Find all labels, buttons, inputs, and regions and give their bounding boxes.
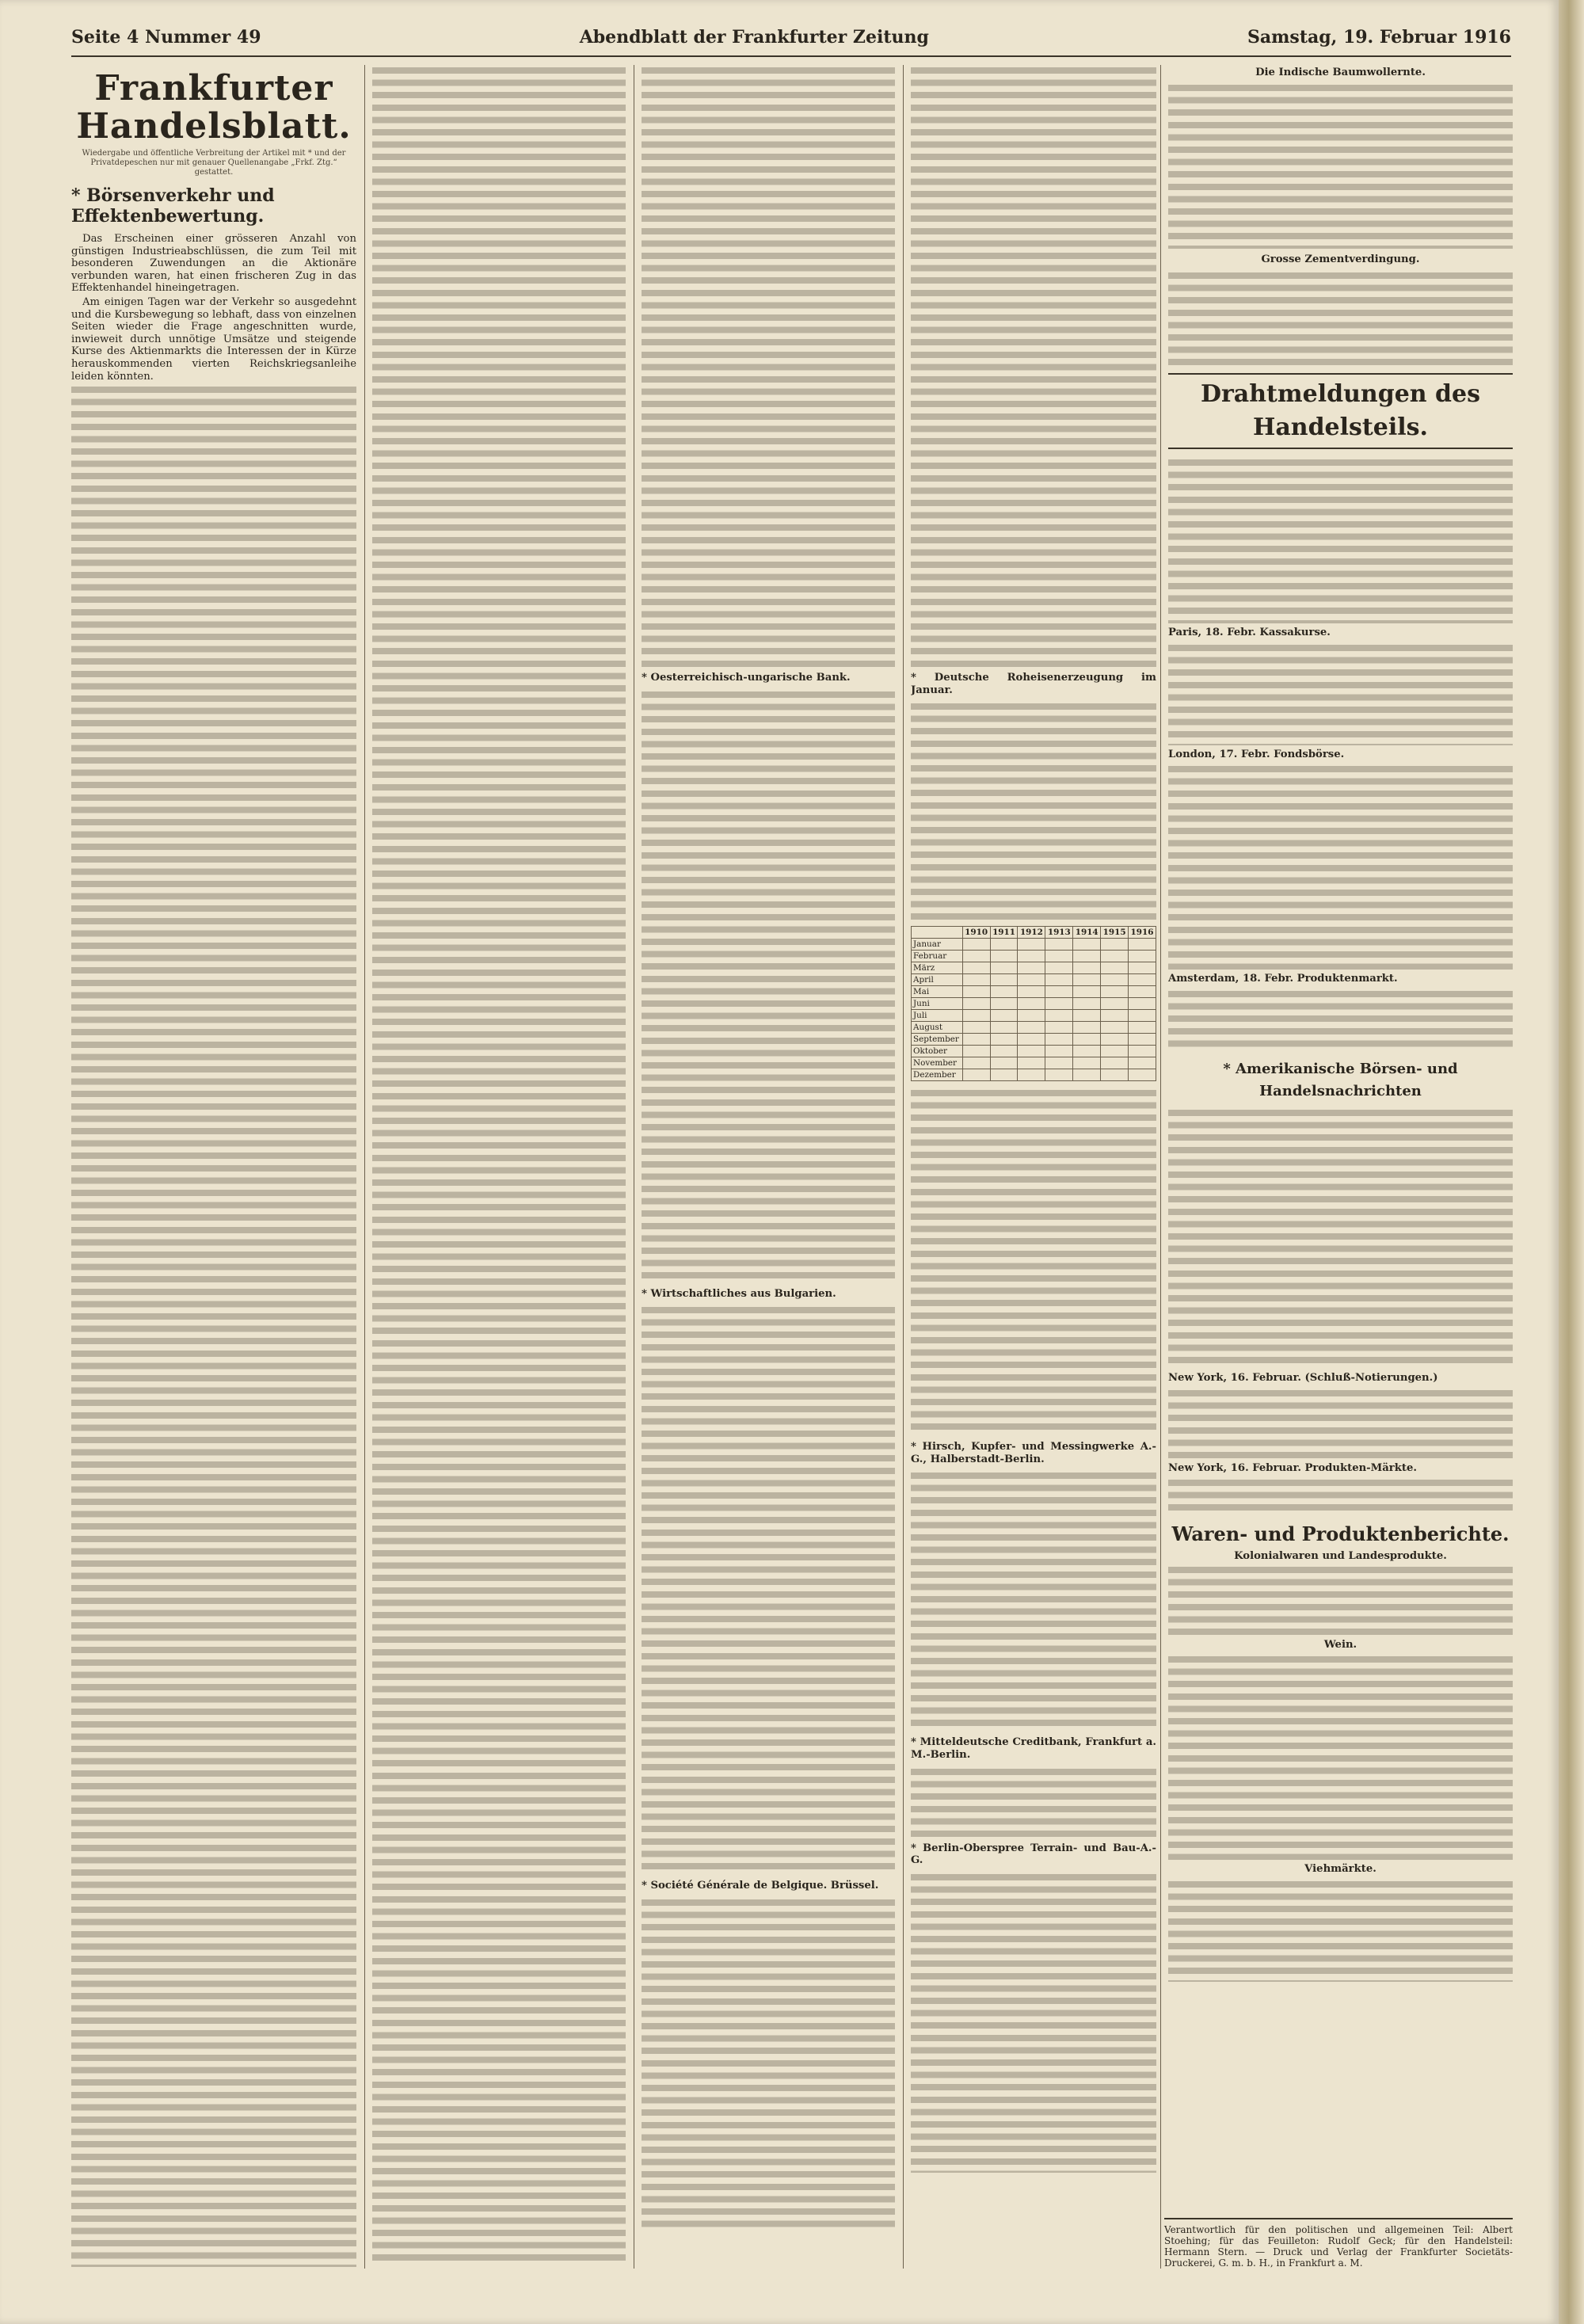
table-cell xyxy=(962,986,990,998)
drahtmeldungen-heading: Drahtmeldungen des Handelsteils. xyxy=(1168,373,1513,449)
table-cell xyxy=(1073,939,1101,951)
table-row xyxy=(912,951,1156,962)
table-cell xyxy=(1129,1022,1156,1034)
text-body xyxy=(1168,1477,1513,1517)
table-cell xyxy=(1045,1046,1073,1057)
table-cell xyxy=(962,1046,990,1057)
table-cell xyxy=(1129,1034,1156,1046)
text-body xyxy=(642,65,895,667)
table-cell xyxy=(1101,1046,1129,1057)
text-body xyxy=(1168,270,1513,365)
table-cell xyxy=(1045,986,1073,998)
table-cell xyxy=(962,962,990,974)
table-header-cell: 1916 xyxy=(1129,927,1156,939)
table-cell xyxy=(1045,998,1073,1010)
table-row xyxy=(912,1057,1156,1069)
table-cell xyxy=(1129,1046,1156,1057)
article-heading: * Oesterreichisch-ungarische Bank. xyxy=(642,672,851,684)
table-cell xyxy=(990,951,1018,962)
article-heading: * Mitteldeutsche Creditbank, Frankfurt a. M.-Berlin. xyxy=(911,1736,1156,1761)
table-cell xyxy=(1045,951,1073,962)
table-cell xyxy=(1045,1069,1073,1081)
column-3 xyxy=(642,65,895,2267)
table-cell xyxy=(1018,1010,1045,1022)
table-cell xyxy=(1018,939,1045,951)
table-cell: Dezember xyxy=(912,1069,963,1081)
page-header xyxy=(71,24,1511,51)
table-cell xyxy=(1101,1034,1129,1046)
article-heading: Amsterdam, 18. Febr. Produktenmarkt. xyxy=(1168,973,1398,985)
text-body xyxy=(1168,764,1513,970)
article-heading: * Deutsche Roheisenerzeugung im Januar. xyxy=(911,672,1156,696)
text-body xyxy=(1168,1879,1513,1982)
table-cell xyxy=(990,998,1018,1010)
article-heading: New York, 16. Februar. Produkten-Märkte. xyxy=(1168,1461,1417,1474)
table-cell xyxy=(1045,1022,1073,1034)
text-body xyxy=(1168,1654,1513,1860)
table-cell: Juni xyxy=(912,998,963,1010)
table-cell xyxy=(962,1010,990,1022)
table-cell xyxy=(1101,1069,1129,1081)
column-rule xyxy=(1160,65,1161,2269)
article-heading: * Wirtschaftliches aus Bulgarien. xyxy=(642,1287,836,1300)
table-cell xyxy=(1101,962,1129,974)
table-cell xyxy=(990,1022,1018,1034)
article-heading: * Hirsch, Kupfer- und Messingwerke A.-G., Halberstadt-Berlin. xyxy=(911,1441,1156,1465)
text-body xyxy=(1168,457,1513,623)
table-cell xyxy=(1101,951,1129,962)
article-heading: London, 17. Febr. Fondsbörse. xyxy=(1168,748,1345,760)
table-header-cell: 1911 xyxy=(990,927,1018,939)
table-cell xyxy=(1045,1034,1073,1046)
table-cell xyxy=(1073,974,1101,986)
article-heading: * Berlin-Oberspree Terrain- und Bau-A.-G. xyxy=(911,1842,1156,1867)
table-cell: April xyxy=(912,974,963,986)
table-cell xyxy=(1129,998,1156,1010)
text-body xyxy=(642,689,895,1283)
article-paragraph: Am einigen Tagen war der Verkehr so ausgedehnt und die Kursbewegung so lebhaft, dass von einzelnen Seiten wieder die Frage angeschnitten wurde, inwieweit durch unnötige Umsätze und steigende Kurse des Aktienmarkts die Interessen der in Kürze herauskommenden vierten Reichskriegsanleihe leiden könnten. xyxy=(71,295,356,383)
table-cell xyxy=(1045,939,1073,951)
text-body xyxy=(372,65,626,2267)
table-cell xyxy=(1129,974,1156,986)
table-cell xyxy=(962,939,990,951)
table-cell xyxy=(1073,1022,1101,1034)
table-cell xyxy=(1018,986,1045,998)
table-cell: Oktober xyxy=(912,1046,963,1057)
text-body xyxy=(1168,642,1513,745)
table-cell xyxy=(962,951,990,962)
table-cell xyxy=(1073,1046,1101,1057)
table-cell xyxy=(1101,1010,1129,1022)
table-cell xyxy=(1045,974,1073,986)
table-cell xyxy=(1101,1022,1129,1034)
text-body xyxy=(642,1897,895,2230)
table-cell xyxy=(1129,1057,1156,1069)
table-cell xyxy=(962,1069,990,1081)
table-header-cell: 1912 xyxy=(1018,927,1045,939)
table-cell xyxy=(1018,951,1045,962)
table-cell: Januar xyxy=(912,939,963,951)
table-cell xyxy=(1073,1034,1101,1046)
section-heading: * Börsenverkehr und Effektenbewertung. xyxy=(71,185,275,227)
article-heading: Waren- und Produktenberichte. xyxy=(1171,1522,1510,1546)
article-heading: * Amerikanische Börsen- und Handelsnachrichten xyxy=(1223,1060,1458,1099)
table-cell xyxy=(1018,1046,1045,1057)
table-cell: Juli xyxy=(912,1010,963,1022)
table-header-cell: 1915 xyxy=(1101,927,1129,939)
reprint-note: Wiedergabe und öffentliche Verbreitung der Artikel mit * und der Privatdepeschen nur mit genauer Quellenangabe „Frkf. Ztg.“ gestattet. xyxy=(82,149,346,177)
text-body xyxy=(1168,1564,1513,1636)
table-cell xyxy=(1018,998,1045,1010)
table-row xyxy=(912,998,1156,1010)
table-cell xyxy=(1129,1069,1156,1081)
table-cell xyxy=(1129,939,1156,951)
table-cell xyxy=(1101,939,1129,951)
table-header-cell: 1914 xyxy=(1073,927,1101,939)
column-rule xyxy=(903,65,904,2269)
table-cell xyxy=(1129,986,1156,998)
table-cell xyxy=(1101,998,1129,1010)
table-cell xyxy=(1101,986,1129,998)
table-cell xyxy=(1018,1069,1045,1081)
table-cell xyxy=(1018,962,1045,974)
table-cell xyxy=(1073,998,1101,1010)
table-cell xyxy=(990,962,1018,974)
text-body xyxy=(1168,1388,1513,1459)
table-cell xyxy=(962,1022,990,1034)
column-4 xyxy=(911,65,1156,2267)
table-cell xyxy=(990,1057,1018,1069)
table-cell xyxy=(1073,1069,1101,1081)
column-5 xyxy=(1168,65,1513,2196)
table-cell xyxy=(962,974,990,986)
header-rule xyxy=(71,55,1511,57)
column-2 xyxy=(372,65,626,2267)
table-cell xyxy=(1129,962,1156,974)
table-cell xyxy=(1073,1057,1101,1069)
table-row xyxy=(912,974,1156,986)
table-cell xyxy=(1018,1034,1045,1046)
article-heading: Die Indische Baumwollernte. xyxy=(1255,67,1426,78)
article-heading: Wein. xyxy=(1323,1638,1357,1651)
text-body xyxy=(911,1470,1156,1732)
text-body xyxy=(1168,82,1513,249)
table-cell xyxy=(1018,1022,1045,1034)
article-heading: New York, 16. Februar. (Schluß-Notierungen.) xyxy=(1168,1371,1438,1384)
table-cell xyxy=(1129,951,1156,962)
table-cell xyxy=(962,1034,990,1046)
header-date: Samstag, 19. Februar 1916 xyxy=(1247,27,1511,48)
table-cell xyxy=(1073,962,1101,974)
table-row xyxy=(912,986,1156,998)
header-page-number: Seite 4 Nummer 49 xyxy=(71,27,261,48)
text-body xyxy=(1168,989,1513,1052)
table-cell xyxy=(1045,1010,1073,1022)
table-row xyxy=(912,1010,1156,1022)
text-body xyxy=(71,384,356,2267)
table-cell xyxy=(1073,986,1101,998)
table-cell xyxy=(1018,1057,1045,1069)
column-rule xyxy=(364,65,365,2269)
table-cell: September xyxy=(912,1034,963,1046)
article-heading: Paris, 18. Febr. Kassakurse. xyxy=(1168,627,1331,639)
table-cell xyxy=(990,939,1018,951)
table-cell xyxy=(1073,1010,1101,1022)
table-cell: August xyxy=(912,1022,963,1034)
table-cell xyxy=(1101,974,1129,986)
masthead: Frankfurter Handelsblatt. xyxy=(76,68,352,147)
text-body xyxy=(911,65,1156,667)
roheisen-table xyxy=(911,926,1156,1081)
table-cell xyxy=(1129,1010,1156,1022)
article-heading: * Société Générale de Belgique. Brüssel. xyxy=(642,1880,879,1892)
article-heading: Grosse Zementverdingung. xyxy=(1261,253,1420,265)
table-cell xyxy=(990,1069,1018,1081)
table-cell xyxy=(962,1057,990,1069)
table-cell: Mai xyxy=(912,986,963,998)
table-cell xyxy=(1101,1057,1129,1069)
table-row xyxy=(912,1046,1156,1057)
imprint-footer: Verantwortlich für den politischen und allgemeinen Teil: Albert Stoehing; für das Feuilleton: Rudolf Geck; für den Handelsteil: Hermann Stern. — Druck und Verlag der Frankfurter Societäts-Druckerei, G. m. b. H., in Frankfurt a. M. xyxy=(1164,2218,1513,2269)
table-cell xyxy=(990,1034,1018,1046)
table-header-cell: 1910 xyxy=(962,927,990,939)
table-cell: März xyxy=(912,962,963,974)
table-cell xyxy=(1045,962,1073,974)
table-cell xyxy=(1073,951,1101,962)
text-body xyxy=(911,1766,1156,1838)
text-body xyxy=(911,1088,1156,1436)
table-cell: November xyxy=(912,1057,963,1069)
column-1 xyxy=(71,65,356,2267)
table-cell xyxy=(990,974,1018,986)
table-cell xyxy=(1045,1057,1073,1069)
table-cell xyxy=(990,986,1018,998)
page-edge xyxy=(1559,0,1584,2324)
text-body xyxy=(911,1872,1156,2173)
text-body xyxy=(911,701,1156,923)
table-header-cell: 1913 xyxy=(1045,927,1073,939)
table-cell xyxy=(1018,974,1045,986)
article-paragraph: Das Erscheinen einer grösseren Anzahl von günstigen Industrieabschlüssen, die zum Teil mit besonderen Zuwendungen an die Aktionäre verbunden waren, hat einen frischeren Zug in das Effektenhandel hineingetragen. xyxy=(71,233,356,295)
table-row xyxy=(912,1022,1156,1034)
text-body xyxy=(1168,1107,1513,1369)
table-cell: Februar xyxy=(912,951,963,962)
article-heading: Kolonialwaren und Landesprodukte. xyxy=(1234,1550,1447,1563)
table-cell xyxy=(990,1046,1018,1057)
table-cell xyxy=(962,998,990,1010)
table-row xyxy=(912,939,1156,951)
header-paper-title: Abendblatt der Frankfurter Zeitung xyxy=(579,27,929,48)
table-header-cell xyxy=(912,927,963,939)
table-row xyxy=(912,1069,1156,1081)
table-cell xyxy=(990,1010,1018,1022)
text-body xyxy=(642,1305,895,1875)
table-row xyxy=(912,962,1156,974)
table-row xyxy=(912,1034,1156,1046)
article-heading: Viehmärkte. xyxy=(1304,1863,1376,1876)
